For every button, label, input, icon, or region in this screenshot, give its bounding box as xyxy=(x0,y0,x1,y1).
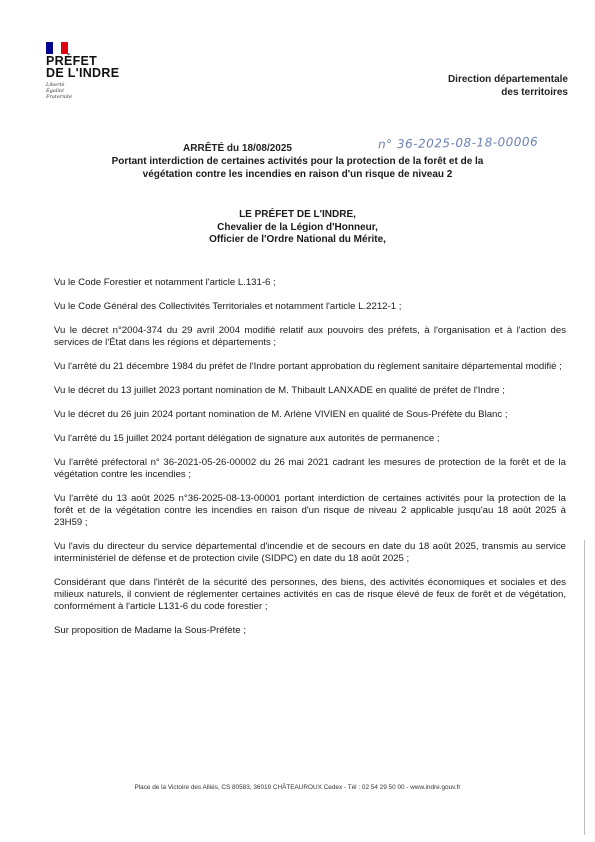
prefet-logo xyxy=(46,42,136,100)
prefet-titles xyxy=(0,209,595,247)
prefet-line1: LE PRÉFET DE L'INDRE, xyxy=(239,209,356,220)
visa-paragraph: Vu le décret du 26 juin 2024 portant nomination de M. Arlène VIVIEN en qualité de Sous-Préfète du Blanc ; xyxy=(54,409,508,420)
issuing-direction xyxy=(448,73,568,99)
visa-paragraph: Vu l'arrêté du 21 décembre 1984 du préfet de l'Indre portant approbation du règlement sanitaire départemental modifié ; xyxy=(54,361,562,372)
prefet-line2: Chevalier de la Légion d'Honneur, xyxy=(217,221,378,233)
direction-line2: des territoires xyxy=(501,87,568,98)
prefet-line3: Officier de l'Ordre National du Mérite, xyxy=(209,234,386,245)
visa-paragraph: Vu le Code Forestier et notamment l'article L.131-6 ; xyxy=(54,277,276,288)
logo-title-line1: PRÉFET xyxy=(46,54,98,68)
motto-fraternite: Fraternité xyxy=(46,94,72,100)
visas-body xyxy=(54,277,566,649)
considerant-paragraph: Considérant que dans l'intérêt de la sécurité des personnes, des biens, des activités économiques et sociales et des milieux naturels, il convient de réglementer certaines activités en cas de risque élevé de feux de forêt et de végétation, conformément à l'article L131-6 du code forestier ; xyxy=(54,577,566,612)
proposition-paragraph: Sur proposition de Madame la Sous-Préfète ; xyxy=(54,625,246,636)
republic-motto xyxy=(46,82,136,100)
visa-paragraph: Vu le décret n°2004-374 du 29 avril 2004 modifié relatif aux pouvoirs des préfets, à l'organisation et à l'action des services de l'État dans les régions et départements ; xyxy=(54,325,566,348)
visa-paragraph: Vu l'arrêté du 15 juillet 2024 portant délégation de signature aux autorités de permanence ; xyxy=(54,433,440,444)
logo-title-line2: DE L'INDRE xyxy=(46,66,120,80)
marianne-flag-icon xyxy=(46,42,68,54)
motto-egalite: Égalité xyxy=(46,88,64,94)
arrete-subject-line2: végétation contre les incendies en raison d'un risque de niveau 2 xyxy=(142,169,453,180)
footer-address: Place de la Victoire des Alliés, CS 80583, 36019 CHÂTEAUROUX Cedex - Tél : 02 54 29 50 00 - www.indre.gouv.fr xyxy=(134,784,461,791)
handwritten-arrete-number: n° 36-2025-08-18-00006 xyxy=(377,134,539,152)
scan-edge-line xyxy=(584,540,585,835)
arrete-title: ARRÊTÉ du 18/08/2025 xyxy=(183,143,292,154)
visa-paragraph: Vu l'avis du directeur du service départemental d'incendie et de secours en date du 18 août 2025, transmis au service interministériel de défense et de protection civile (SIDPC) en date du 18 août 2025 ; xyxy=(54,541,566,564)
motto-liberte: Liberté xyxy=(46,82,65,88)
visa-paragraph: Vu le Code Général des Collectivités Territoriales et notamment l'article L.2212-1 ; xyxy=(54,301,402,312)
direction-line1: Direction départementale xyxy=(447,74,568,85)
visa-paragraph: Vu l'arrêté du 13 août 2025 n°36-2025-08-13-00001 portant interdiction de certaines activités pour la protection de la forêt et de la végétation contre les incendies en raison d'un risque de niveau 2 applicable jusqu'au 18 août 2025 à 23H59 ; xyxy=(54,493,566,528)
arrete-header xyxy=(0,142,595,181)
visa-paragraph: Vu le décret du 13 juillet 2023 portant nomination de M. Thibault LANXADE en qualité de préfet de l'Indre ; xyxy=(54,385,505,396)
visa-paragraph: Vu l'arrêté préfectoral n° 36-2021-05-26-00002 du 26 mai 2021 cadrant les mesures de protection de la forêt et de la végétation contre les incendies ; xyxy=(54,457,566,480)
arrete-subject-line1: Portant interdiction de certaines activités pour la protection de la forêt et de la xyxy=(111,156,484,167)
